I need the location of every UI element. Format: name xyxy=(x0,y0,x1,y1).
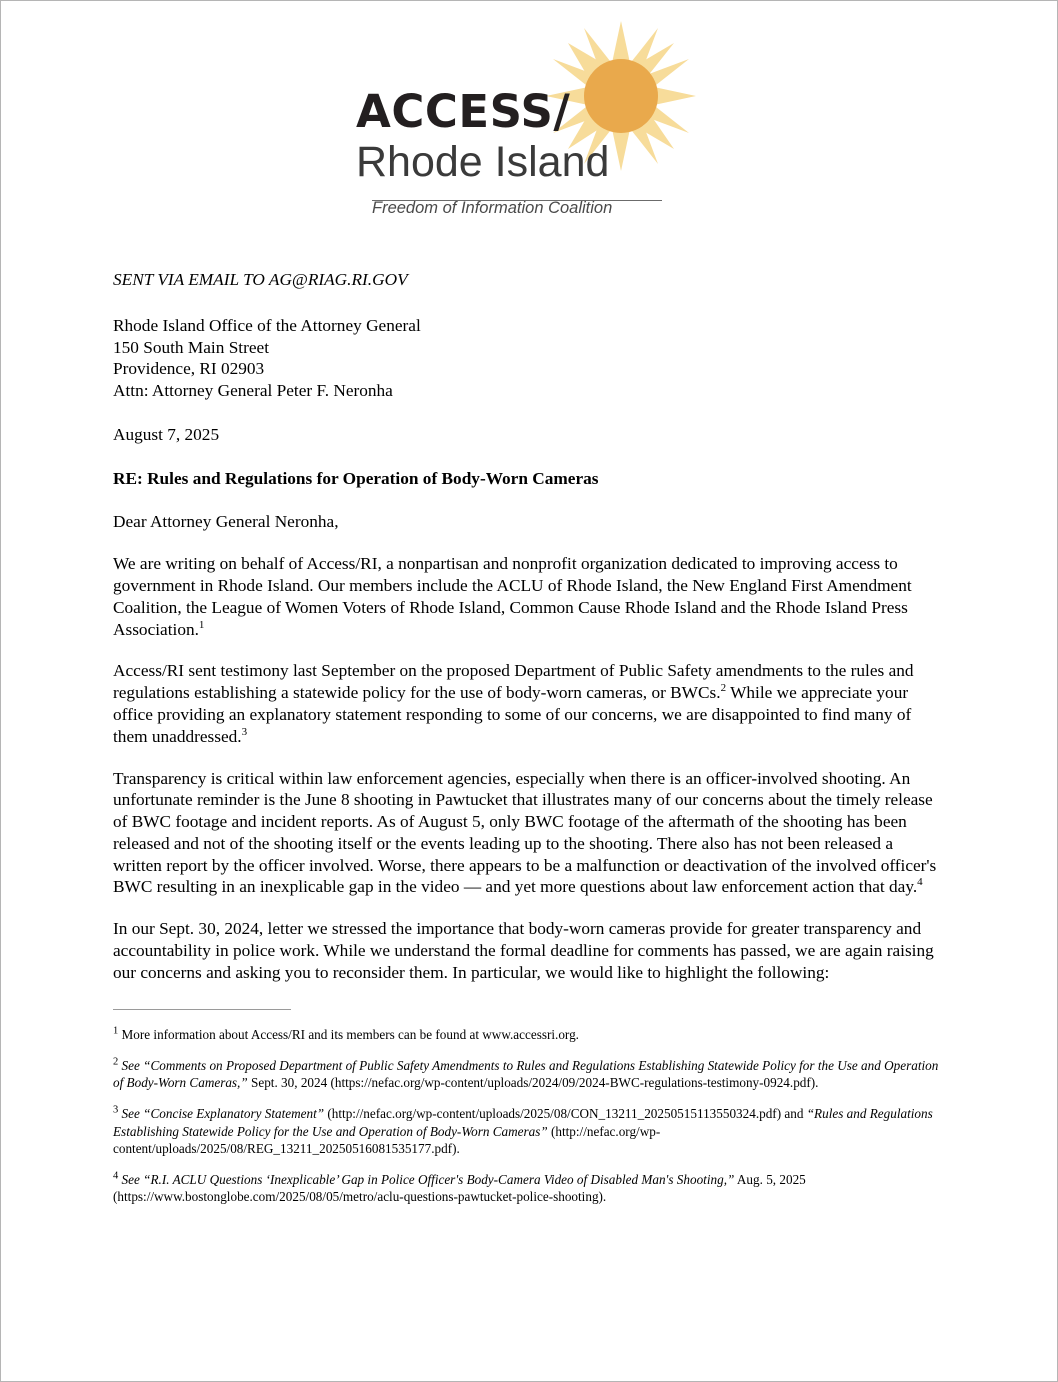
footnote-item xyxy=(113,1026,943,1043)
letter-paragraph-2 xyxy=(113,660,943,747)
address-line-3: Providence, RI 02903 xyxy=(113,359,265,379)
address-line-1: Rhode Island Office of the Attorney General xyxy=(113,315,421,335)
footnote-text: Sept. 30, 2024 (https://nefac.org/wp-content/uploads/2024/09/2024-BWC-regulations-testimony-0924.pdf). xyxy=(247,1075,819,1091)
address-line-2: 150 South Main Street xyxy=(113,337,270,357)
organization-logo xyxy=(1,19,1057,234)
footnote-separator xyxy=(113,1009,291,1010)
paragraph-1-text: We are writing on behalf of Access/RI, a nonpartisan and nonprofit organization dedicated to improving access to government in Rhode Island. Our members include the ACLU of Rhode Island, the New England First Amendment Coalition, the League of Women Voters of Rhode Island, Common Cause Rhode Island and the Rhode Island Press Association. xyxy=(113,554,912,639)
letter-body xyxy=(113,269,943,1004)
footnote-number: 2 xyxy=(113,1056,119,1068)
footnote-number: 1 xyxy=(113,1025,119,1037)
footnote-text: More information about Access/RI and its members can be found at www.accessri.org. xyxy=(121,1027,579,1042)
footnote-ref-1: 1 xyxy=(198,618,205,631)
footnote-title: See “Comments on Proposed Department of Public Safety Amendments to Rules and Regulations Establishing Statewide Policy for the Use and Operation of Body-Worn Cameras,” xyxy=(113,1058,939,1091)
paragraph-2-text-a: Access/RI sent testimony last September on the proposed Department of Public Safety amendments to the rules and regulations establishing a statewide policy for the use of body-worn cameras, or BWCs. xyxy=(113,661,914,703)
footnote-title: See “R.I. ACLU Questions ‘Inexplicable’ Gap in Police Officer's Body-Camera Video of Disabled Man's Shooting,” xyxy=(121,1171,735,1187)
footnote-item xyxy=(113,1057,943,1091)
paragraph-3-text: Transparency is critical within law enforcement agencies, especially when there is an officer-involved shooting. An unfortunate reminder is the June 8 shooting in Pawtucket that illustrates many of our concerns about the timely release of BWC footage and incident reports. As of August 5, only BWC footage of the aftermath of the shooting has been released and not of the shooting itself or the events leading up to the shooting. There also has not been released a written report by the officer involved. Worse, there appears to be a malfunction or deactivation of the involved officer's BWC resulting in an inexplicable gap in the video — and yet more questions about law enforcement action that day. xyxy=(113,768,937,897)
footnote-text-2: (http://nefac.org/wp-content/uploads/2025/08/REG_13211_20250516081535177.pdf). xyxy=(113,1123,661,1156)
footnote-ref-2: 2 xyxy=(720,682,727,695)
footnote-number: 3 xyxy=(113,1105,119,1117)
footnote-item xyxy=(113,1171,943,1205)
letter-date: August 7, 2025 xyxy=(113,424,220,444)
sent-via-line: SENT VIA EMAIL TO AG@RIAG.RI.GOV xyxy=(113,270,408,289)
footnote-number: 4 xyxy=(113,1170,119,1182)
address-line-4: Attn: Attorney General Peter F. Neronha xyxy=(113,381,393,401)
footnote-item xyxy=(113,1105,943,1156)
footnote-text: Aug. 5, 2025 (https://www.bostonglobe.com/2025/08/05/metro/aclu-questions-pawtucket-police-shooting). xyxy=(113,1171,806,1205)
recipient-address xyxy=(113,315,943,402)
footnote-ref-4: 4 xyxy=(917,876,923,889)
logo-title-access: ACCESS/ xyxy=(356,85,571,138)
logo-divider xyxy=(372,200,662,201)
letter-salutation: Dear Attorney General Neronha, xyxy=(113,512,339,532)
paragraph-2-text-b: While we appreciate your office providing an explanatory statement responding to some of our concerns, we are disappointed to find many of them unaddressed. xyxy=(113,683,912,746)
letter-paragraph-3 xyxy=(113,768,943,899)
footnotes-section xyxy=(113,1026,943,1219)
logo-title-rhode-island: Rhode Island xyxy=(356,138,610,186)
letter-subject: RE: Rules and Regulations for Operation of Body-Worn Cameras xyxy=(113,468,599,488)
logo-tagline: Freedom of Information Coalition xyxy=(372,199,613,218)
letter-paragraph-4: In our Sept. 30, 2024, letter we stressed the importance that body-worn cameras provide for greater transparency and accountability in police work. While we understand the formal deadline for comments has passed, we are again raising our concerns and asking you to reconsider them. In particular, we would like to highlight the following: xyxy=(113,919,934,982)
footnote-title-2: “Rules and Regulations Establishing Statewide Policy for the Use and Operation of Body-Worn Cameras” xyxy=(113,1106,933,1139)
footnote-text: (http://nefac.org/wp-content/uploads/2025/08/CON_13211_20250515113550324.pdf) and xyxy=(324,1106,807,1122)
footnote-title: See “Concise Explanatory Statement” xyxy=(121,1106,325,1122)
letter-paragraph-1 xyxy=(113,553,943,640)
footnote-ref-3: 3 xyxy=(241,725,248,738)
